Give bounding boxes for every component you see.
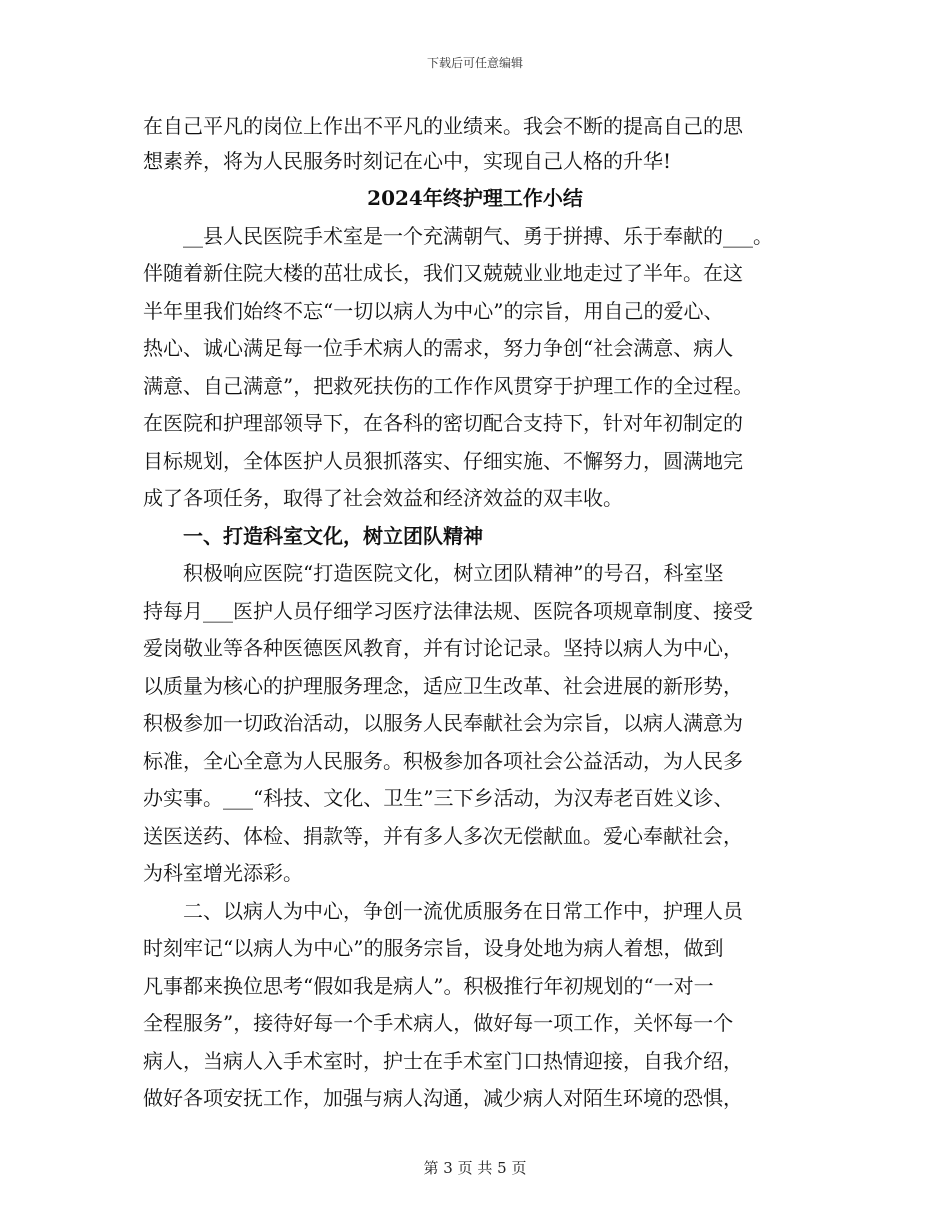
body-line: 在医院和护理部领导下，在各科的密切配合支持下，针对年初制定的 xyxy=(143,411,743,435)
document-title: 2024年终护理工作小结 xyxy=(367,186,583,210)
body-line: 目标规划，全体医护人员狠抓落实、仔细实施、不懈努力，圆满地完 xyxy=(143,449,743,473)
section-line: 二、以病人为中心，争创一流优质服务在日常工作中，护理人员 xyxy=(143,899,743,923)
page-header-note: 下载后可任意编辑 xyxy=(426,56,523,70)
body-line: 全程服务”，接待好每一个手术病人，做好每一项工作，关怀每一个 xyxy=(143,1011,734,1035)
body-line: 凡事都来换位思考“假如我是病人”。积极推行年初规划的“一对一 xyxy=(143,974,714,998)
body-line: 病人，当病人入手术室时，护士在手术室门口热情迎接，自我介绍， xyxy=(143,1049,743,1073)
body-line: 办实事。___“科技、文化、卫生”三下乡活动，为汉寿老百姓义诊、 xyxy=(143,786,734,810)
body-line: 送医送药、体检、捐款等，并有多人多次无偿献血。爱心奉献社会， xyxy=(143,824,743,848)
body-line: 时刻牢记“以病人为中心”的服务宗旨，设身处地为病人着想，做到 xyxy=(143,936,724,960)
body-line: 爱岗敬业等各种医德医风教育，并有讨论记录。坚持以病人为中心， xyxy=(143,636,743,660)
body-line: 积极响应医院“打造医院文化，树立团队精神”的号召，科室坚 xyxy=(143,561,724,585)
body-line: 在自己平凡的岗位上作出不平凡的业绩来。我会不断的提高自己的思 xyxy=(143,114,743,138)
section-heading: 一、打造科室文化，树立团队精神 xyxy=(143,524,483,548)
body-line: 热心、诚心满足每一位手术病人的需求，努力争创“社会满意、病人 xyxy=(143,336,734,360)
body-line: 满意、自己满意”，把救死扶伤的工作作风贯穿于护理工作的全过程。 xyxy=(143,374,754,398)
body-line: 成了各项任务，取得了社会效益和经济效益的双丰收。 xyxy=(143,486,623,510)
body-line: 积极参加一切政治活动，以服务人民奉献社会为宗旨，以病人满意为 xyxy=(143,711,743,735)
body-line: 做好各项安抚工作，加强与病人沟通，减少病人对陌生环境的恐惧， xyxy=(143,1086,743,1110)
body-line: 想素养，将为人民服务时刻记在心中，实现自己人格的升华! xyxy=(143,149,672,173)
body-line: 为科室增光添彩。 xyxy=(143,861,303,885)
body-line: 以质量为核心的护理服务理念，适应卫生改革、社会进展的新形势， xyxy=(143,674,743,698)
body-line: 伴随着新住院大楼的茁壮成长，我们又兢兢业业地走过了半年。在这 xyxy=(143,261,743,285)
body-line: 持每月___医护人员仔细学习医疗法律法规、医院各项规章制度、接受 xyxy=(143,599,753,623)
body-line: __县人民医院手术室是一个充满朝气、勇于拼搏、乐于奉献的___。 xyxy=(143,224,773,248)
page-number-footer: 第 3 页 共 5 页 xyxy=(423,1159,527,1177)
body-line: 半年里我们始终不忘“一切以病人为中心”的宗旨，用自己的爱心、 xyxy=(143,299,724,323)
body-line: 标准，全心全意为人民服务。积极参加各项社会公益活动，为人民多 xyxy=(143,749,743,773)
